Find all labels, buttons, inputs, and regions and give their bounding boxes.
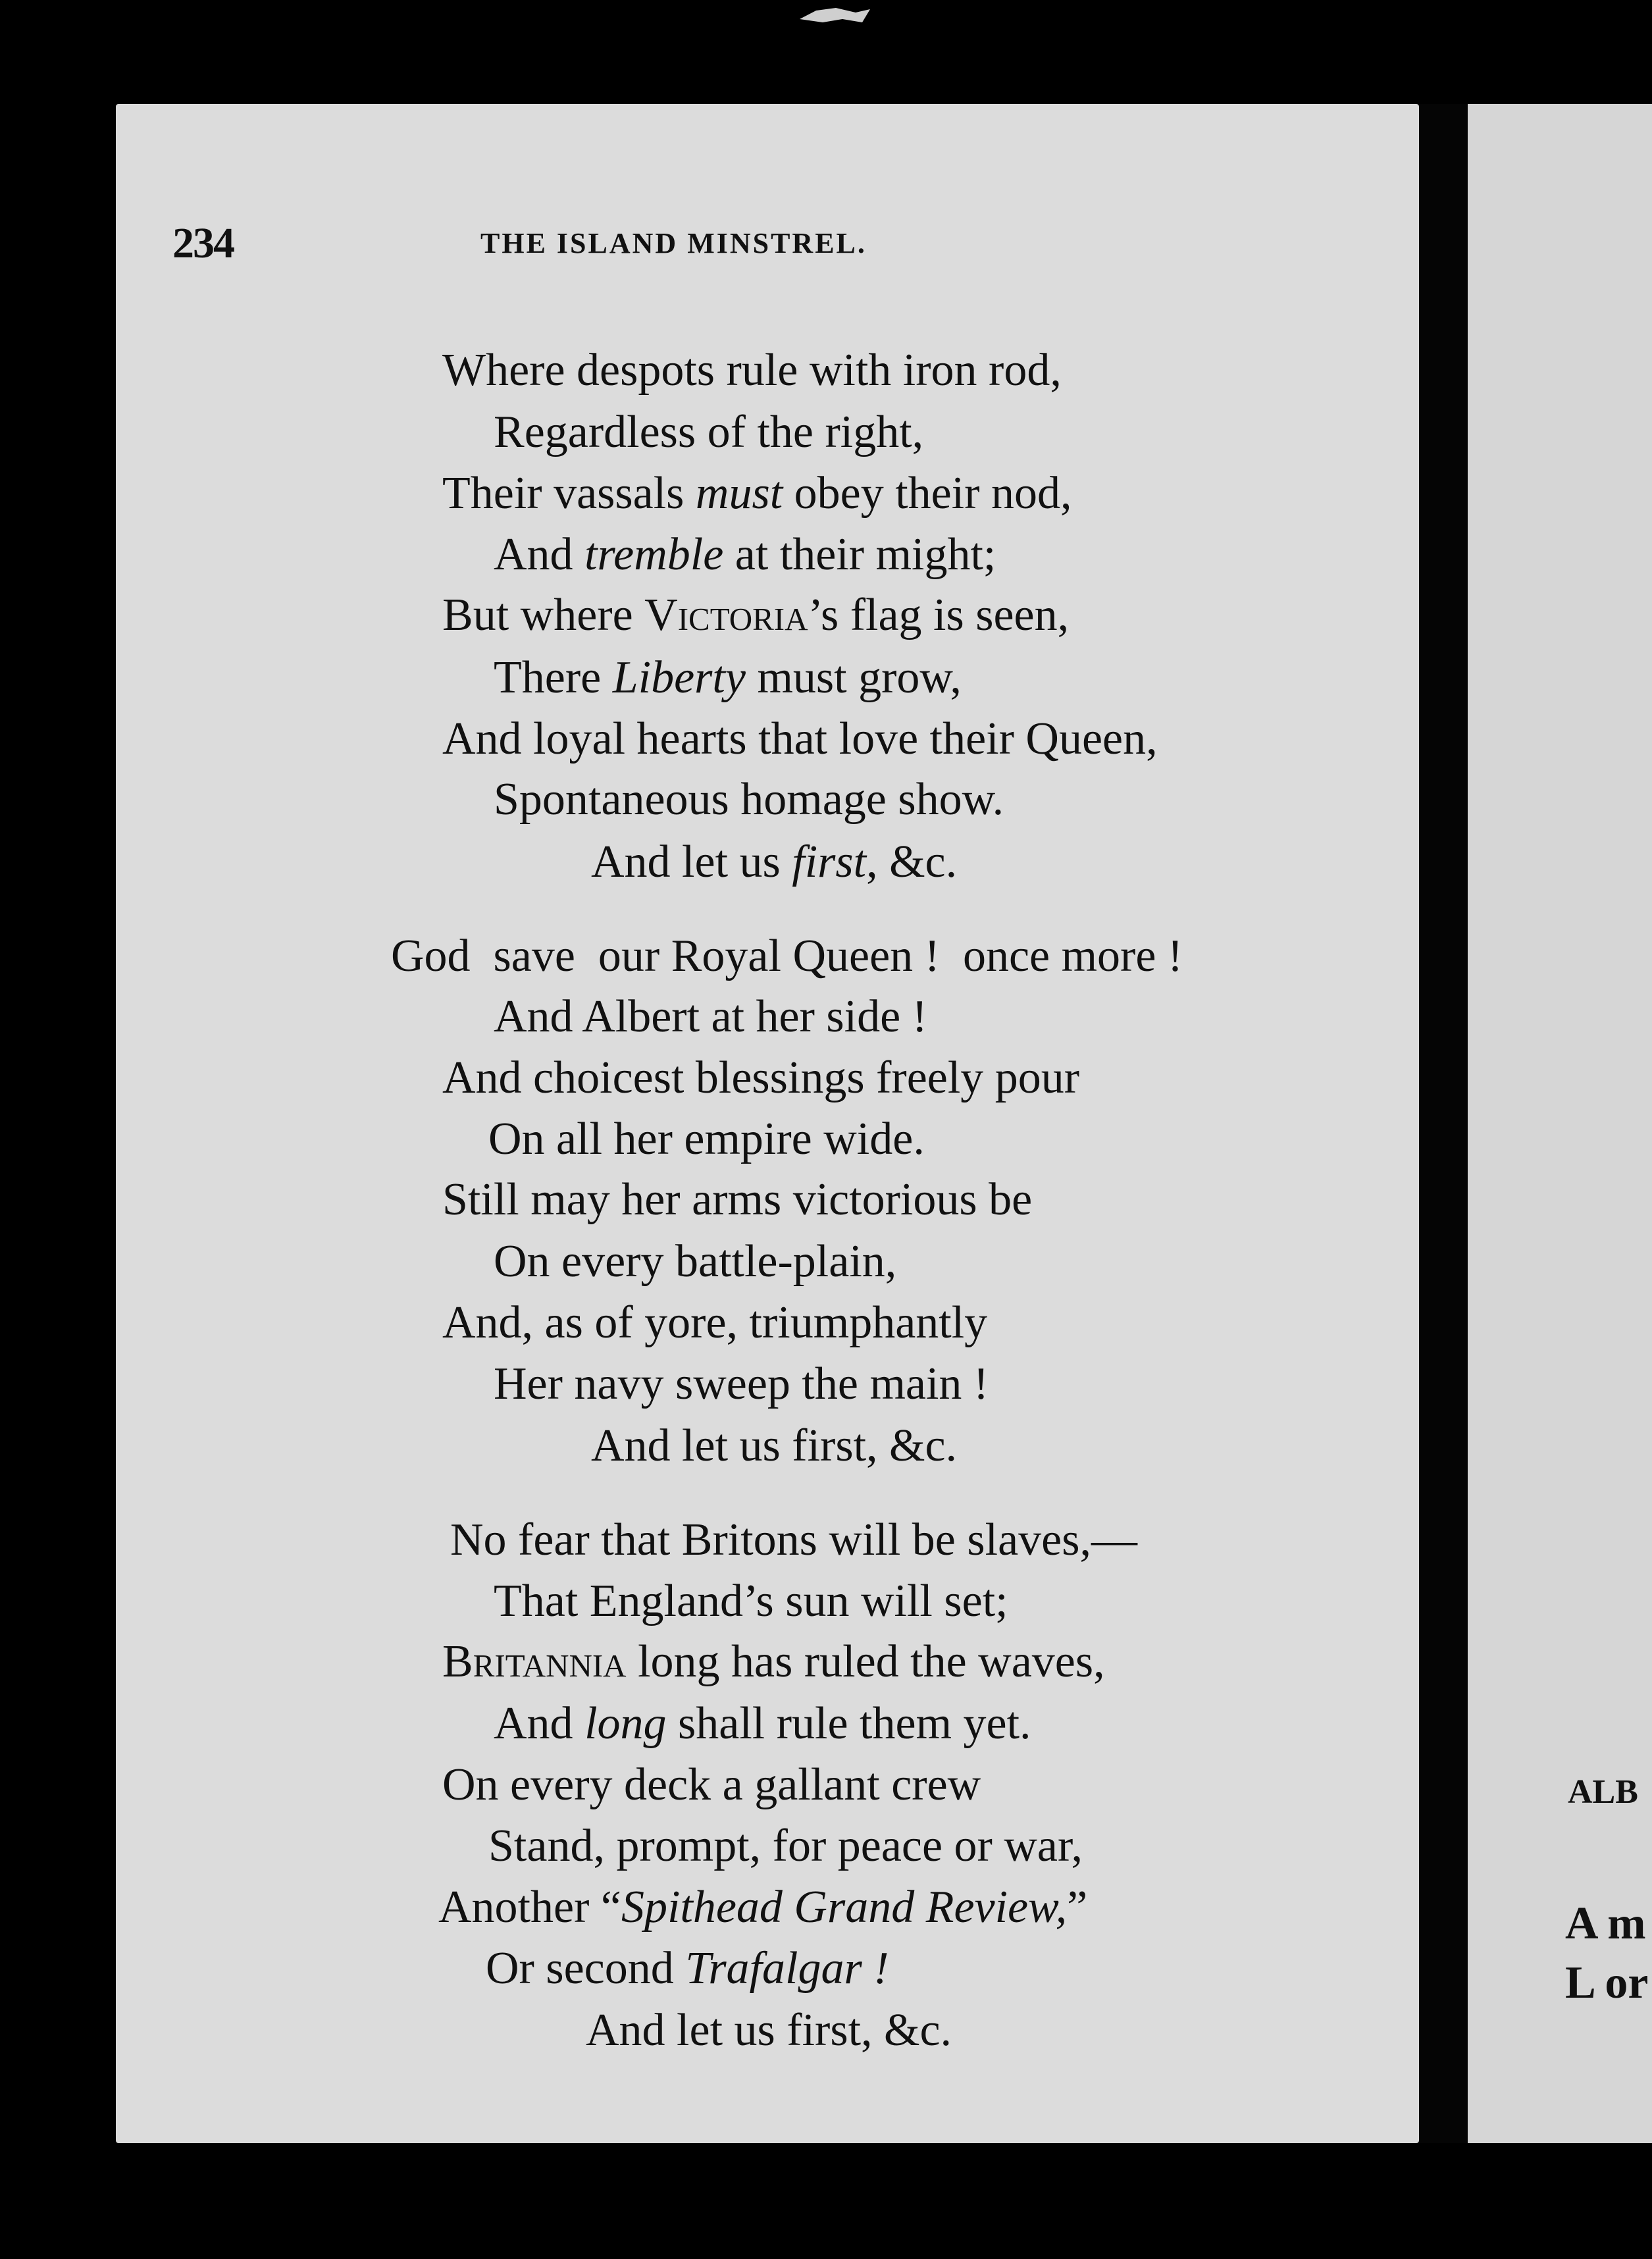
poem-line: God save our Royal Queen ! once more ! — [391, 931, 1183, 981]
poem-line: On every battle-plain, — [494, 1236, 897, 1287]
poem-line: Their vassals must obey their nod, — [442, 468, 1072, 519]
poem-refrain: And let us first, &c. — [591, 837, 958, 887]
poem-line: On all her empire wide. — [488, 1114, 925, 1164]
adjacent-line-fragment: A m — [1565, 1898, 1646, 1949]
page-number: 234 — [172, 219, 234, 267]
poem-line: And long shall rule them yet. — [494, 1698, 1031, 1749]
poem-line: Spontaneous homage show. — [494, 774, 1004, 825]
poem-line: And choicest blessings freely pour — [442, 1052, 1080, 1103]
poem-line: Stand, prompt, for peace or war, — [488, 1821, 1083, 1871]
page-header — [0, 219, 1652, 271]
poem-line: But where Victoria’s flag is seen, — [442, 590, 1070, 640]
poem-line: And loyal hearts that love their Queen, — [442, 714, 1158, 764]
poem-line: Still may her arms victorious be — [442, 1174, 1033, 1225]
adjacent-line-fragment: L or — [1565, 1958, 1649, 2008]
poem-line: Her navy sweep the main ! — [494, 1359, 989, 1409]
binding-clip-mark — [796, 3, 875, 29]
poem-line: Where despots rule with iron rod, — [442, 345, 1062, 396]
poem-line: There Liberty must grow, — [494, 652, 962, 703]
poem-refrain: And let us first, &c. — [586, 2005, 952, 2056]
poem-line: Britannia long has ruled the waves, — [442, 1636, 1105, 1687]
poem-line: That England’s sun will set; — [494, 1576, 1008, 1626]
poem-line: And Albert at her side ! — [494, 991, 927, 1042]
poem-line: Another “Spithead Grand Review,” — [438, 1882, 1088, 1933]
page-gutter — [1419, 104, 1468, 2143]
poem-line: No fear that Britons will be slaves,— — [450, 1515, 1137, 1565]
poem-line: On every deck a gallant crew — [442, 1759, 981, 1810]
poem-line: Regardless of the right, — [494, 407, 924, 457]
poem-line: Or second Trafalgar ! — [486, 1943, 889, 1994]
poem-line: And tremble at their might; — [494, 529, 996, 580]
running-title: THE ISLAND MINSTREL. — [480, 227, 867, 259]
poem-line: And, as of yore, triumphantly — [442, 1297, 988, 1348]
adjacent-page — [1468, 104, 1652, 2143]
adjacent-heading-fragment: ALB — [1568, 1773, 1638, 1811]
poem-refrain: And let us first, &c. — [591, 1420, 958, 1471]
